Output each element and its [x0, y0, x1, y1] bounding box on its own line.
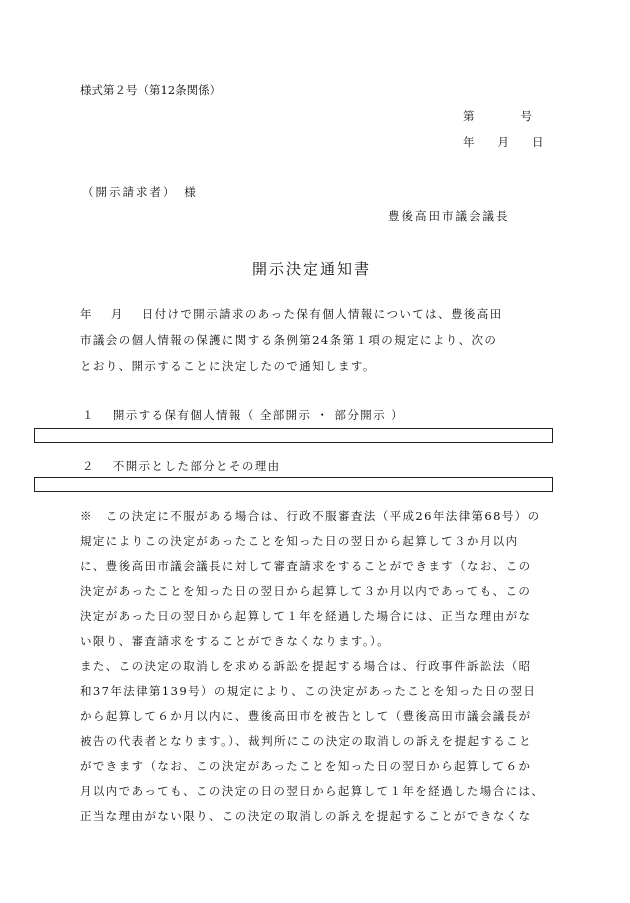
note-line: に、豊後高田市議会議長に対して審査請求をすることができます（なお、この — [80, 559, 532, 573]
note-line: 決定があったことを知った日の翌日から起算して３か月以内であっても、この — [80, 584, 532, 598]
note-line: から起算して６か月以内に、豊後高田市を被告として（豊後高田市議会議長が — [80, 709, 532, 723]
document-title: 開示決定通知書 — [252, 260, 372, 278]
form-number: 様式第２号（第12条関係） — [80, 83, 222, 97]
section-1-field[interactable] — [34, 428, 553, 443]
note-line: ができます（なお、この決定があったことを知った日の翌日から起算して６か — [80, 759, 532, 773]
note-line: また、この決定の取消しを求める訴訟を提起する場合は、行政事件訴訟法（昭 — [80, 659, 532, 673]
section-2-field[interactable] — [34, 477, 553, 492]
intro-line: とおり、開示することに決定したので通知します。 — [80, 359, 376, 373]
note-line: い限り、審査請求をすることができなくなります。）。 — [80, 634, 391, 648]
note-line: 月以内であっても、この決定の日の翌日から起算して１年を経過した場合には、 — [80, 784, 545, 798]
issuer: 豊後高田市議会議長 — [388, 209, 510, 223]
section-1-heading: １ 開示する保有個人情報（ 全部開示 ・ 部分開示 ） — [82, 408, 404, 422]
note-line: ※ この決定に不服がある場合は、行政不服審査法（平成26年法律第68号）の — [80, 509, 541, 523]
note-line: 被告の代表者となります。）、裁判所にこの決定の取消しの訴えを提起すること — [80, 734, 532, 748]
intro-line: 市議会の個人情報の保護に関する条例第24条第１項の規定により、次の — [80, 333, 498, 347]
note-line: 決定があった日の翌日から起算して１年を経過した場合には、正当な理由がな — [80, 609, 532, 623]
section-2-heading: ２ 不開示とした部分とその理由 — [82, 459, 281, 473]
document-number: 第 号 — [463, 109, 532, 123]
recipient: （開示請求者） 様 — [82, 185, 198, 199]
issue-date: 年 月 日 — [463, 135, 544, 149]
note-line: 規定によりこの決定があったことを知った日の翌日から起算して３か月以内 — [80, 534, 519, 548]
note-line: 正当な理由がない限り、この決定の取消しの訴えを提起することができなくな — [80, 809, 532, 823]
intro-line: 年 月 日付けで開示請求のあった保有個人情報については、豊後高田 — [80, 307, 503, 321]
note-line: 和37年法律第139号）の規定により、この決定があったことを知った日の翌日 — [80, 684, 537, 698]
